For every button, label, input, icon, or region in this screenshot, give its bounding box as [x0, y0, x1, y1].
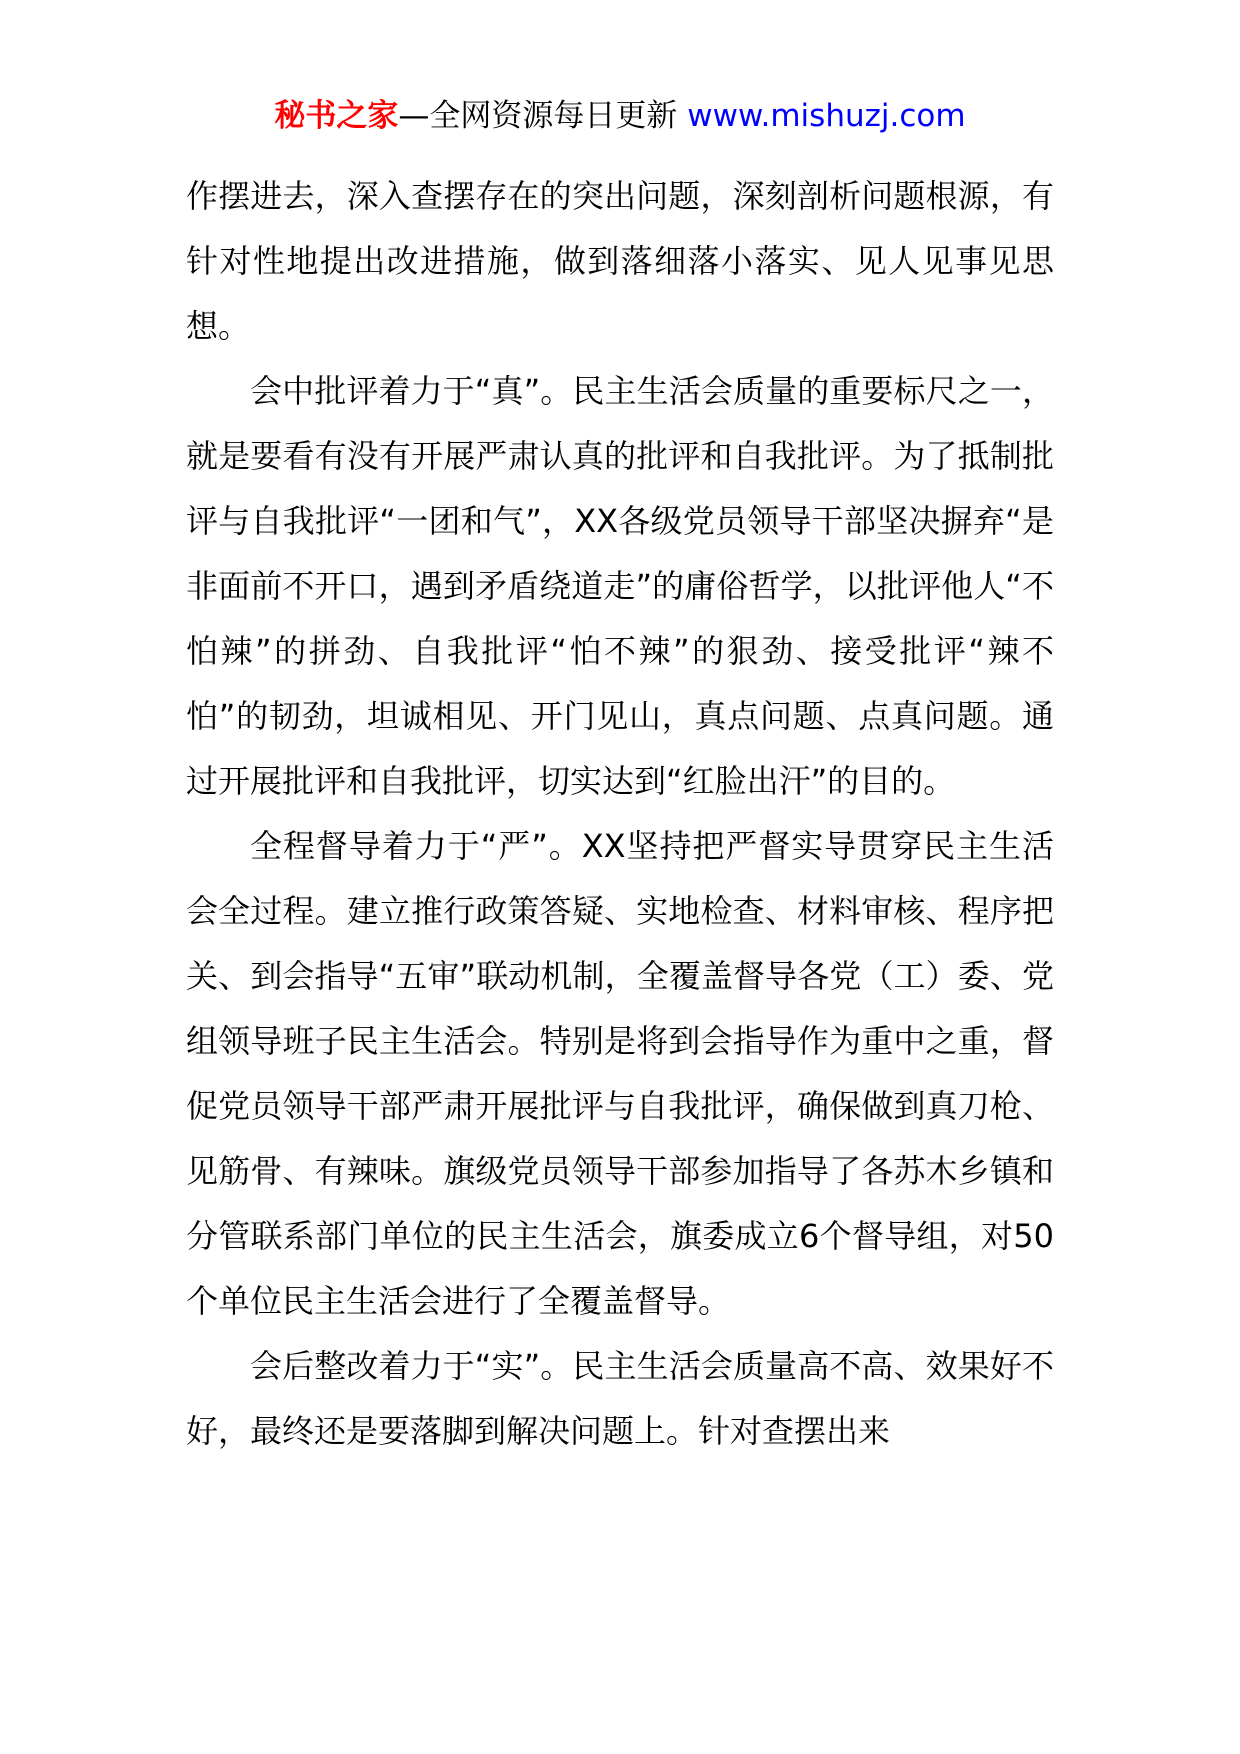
document-body: [186, 164, 1054, 1464]
site-header: [0, 96, 1240, 136]
paragraph-rectification: 会后整改着力于“实”。民主生活会质量高不高、效果好不好，最终还是要落脚到解决问题上。针对查摆出来: [186, 1347, 1054, 1450]
site-url-link[interactable]: www.mishuzj.com: [687, 98, 966, 134]
site-brand: 秘书之家: [274, 98, 399, 134]
site-slogan: —全网资源每日更新: [398, 98, 678, 134]
paragraph-criticism: 会中批评着力于“真”。民主生活会质量的重要标尺之一，就是要看有没有开展严肃认真的批评和自我批评。为了抵制批评与自我批评“一团和气”，XX各级党员领导干部坚决摒弃“是非面前不开口，遇到矛盾绕道走”的庸俗哲学，以批评他人“不怕辣”的拼劲、自我批评“怕不辣”的狠劲、接受批评“辣不怕”的韧劲，坦诚相见、开门见山，真点问题、点真问题。通过开展批评和自我批评，切实达到“红脸出汗”的目的。: [186, 372, 1054, 800]
paragraph-continued: 作摆进去，深入查摆存在的突出问题，深刻剖析问题根源，有针对性地提出改进措施，做到落细落小落实、见人见事见思想。: [186, 177, 1054, 345]
paragraph-supervision: 全程督导着力于“严”。XX坚持把严督实导贯穿民主生活会全过程。建立推行政策答疑、实地检查、材料审核、程序把关、到会指导“五审”联动机制，全覆盖督导各党（工）委、党组领导班子民主生活会。特别是将到会指导作为重中之重，督促党员领导干部严肃开展批评与自我批评，确保做到真刀枪、见筋骨、有辣味。旗级党员领导干部参加指导了各苏木乡镇和分管联系部门单位的民主生活会，旗委成立6个督导组，对50个单位民主生活会进行了全覆盖督导。: [186, 827, 1054, 1320]
